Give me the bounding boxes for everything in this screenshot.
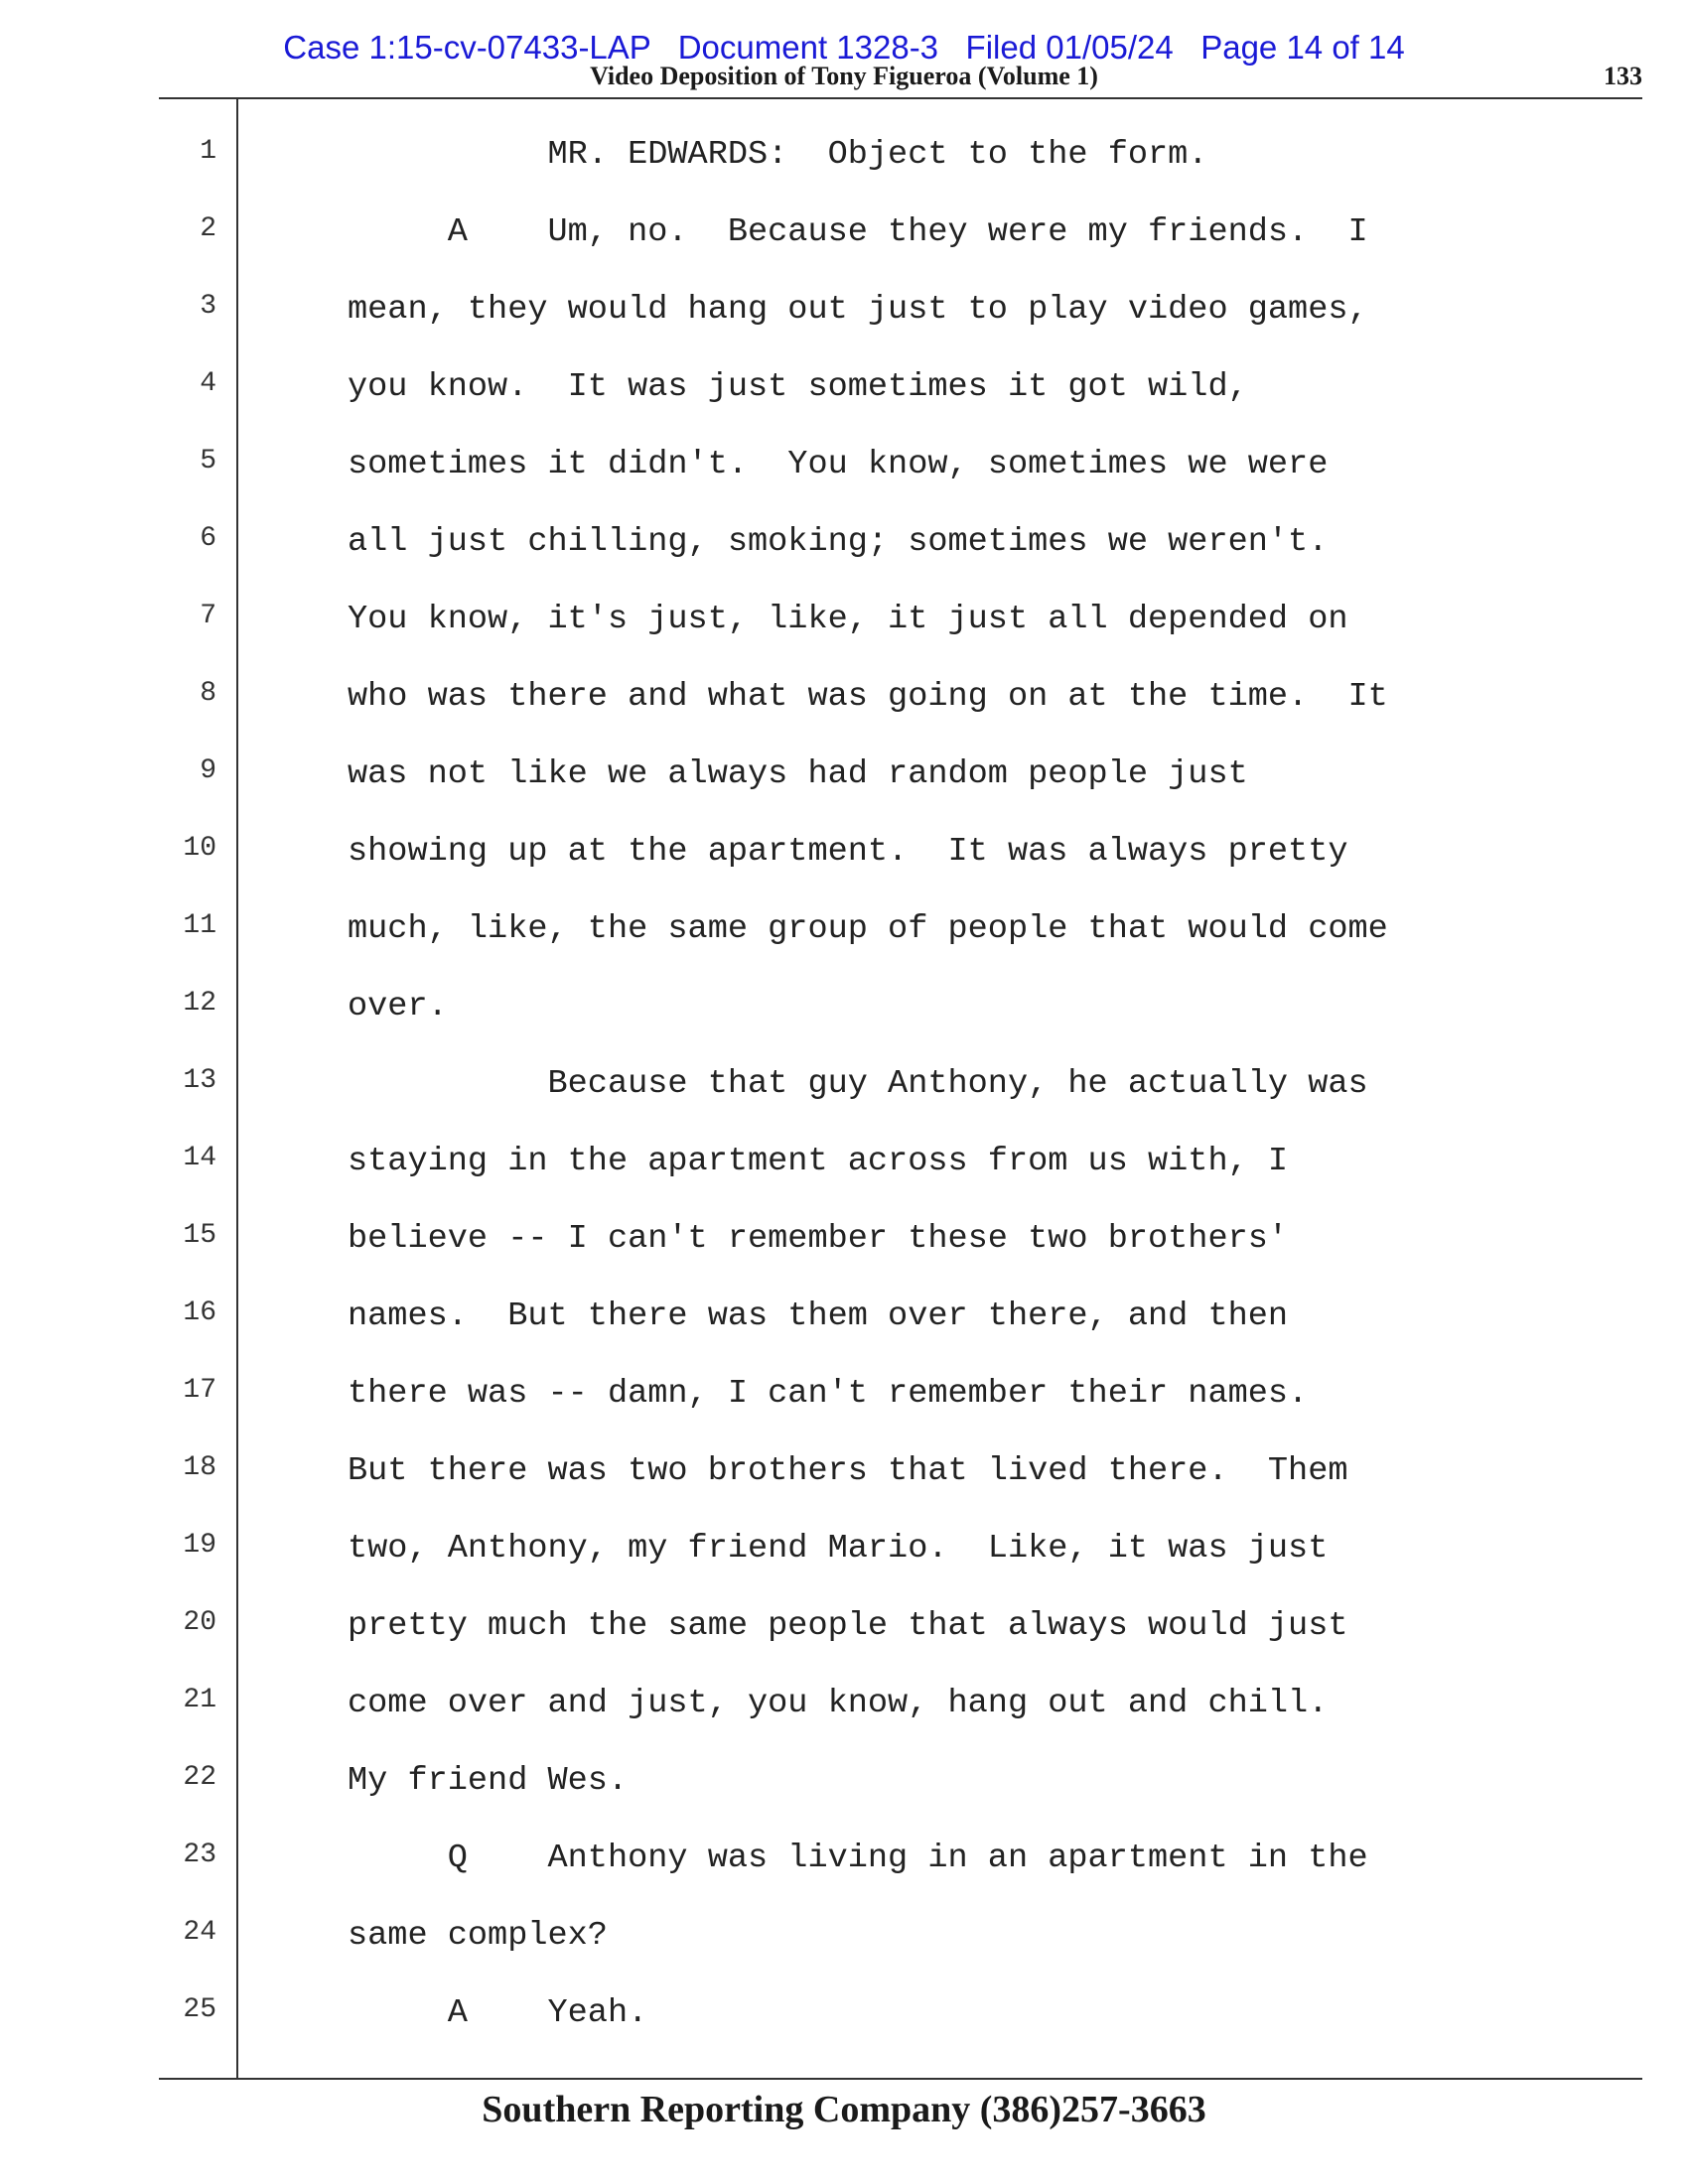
line-number: 7 (200, 601, 216, 631)
transcript-line (0, 1524, 1688, 1601)
line-text: MR. EDWARDS: Object to the form. (348, 136, 1208, 174)
line-text: A Yeah. (348, 1994, 648, 2032)
line-text: But there was two brothers that lived there. Them (348, 1452, 1348, 1490)
transcript-line (0, 1369, 1688, 1446)
line-number: 19 (183, 1530, 216, 1561)
line-number: 12 (183, 988, 216, 1019)
transcript-line (0, 1137, 1688, 1214)
line-text: showing up at the apartment. It was always pretty (348, 833, 1348, 871)
line-text: mean, they would hang out just to play video games, (348, 291, 1368, 329)
line-number: 15 (183, 1220, 216, 1251)
transcript-line (0, 440, 1688, 517)
line-number: 16 (183, 1297, 216, 1328)
transcript-line (0, 1059, 1688, 1137)
transcript-line (0, 1446, 1688, 1524)
page-number: 133 (1604, 62, 1642, 90)
transcript-line (0, 362, 1688, 440)
case-stamp: Case 1:15-cv-07433-LAP Document 1328-3 Filed 01/05/24 Page 14 of 14 (283, 29, 1405, 66)
line-number: 13 (183, 1065, 216, 1096)
line-number: 4 (200, 368, 216, 399)
transcript-line (0, 1988, 1688, 2066)
line-text: there was -- damn, I can't remember their names. (348, 1375, 1309, 1413)
line-text: You know, it's just, like, it just all depended on (348, 601, 1348, 638)
line-text: believe -- I can't remember these two brothers' (348, 1220, 1289, 1258)
reporter-footer: Southern Reporting Company (386)257-3663 (482, 2089, 1206, 2130)
line-text: Because that guy Anthony, he actually was (348, 1065, 1368, 1103)
line-text: come over and just, you know, hang out and chill. (348, 1685, 1329, 1722)
line-number: 11 (183, 910, 216, 941)
line-number: 21 (183, 1685, 216, 1715)
transcript-line (0, 750, 1688, 827)
line-number: 8 (200, 678, 216, 709)
line-text: two, Anthony, my friend Mario. Like, it was just (348, 1530, 1329, 1568)
bottom-rule (159, 2078, 1642, 2080)
transcript-line (0, 285, 1688, 362)
line-number: 2 (200, 213, 216, 244)
line-number: 6 (200, 523, 216, 554)
line-text: who was there and what was going on at the time. It (348, 678, 1388, 716)
line-number: 17 (183, 1375, 216, 1406)
transcript-line (0, 595, 1688, 672)
transcript-line (0, 1834, 1688, 1911)
line-number: 24 (183, 1917, 216, 1948)
transcript-line (0, 1756, 1688, 1834)
line-text: pretty much the same people that always would just (348, 1607, 1348, 1645)
line-number: 20 (183, 1607, 216, 1638)
line-number: 25 (183, 1994, 216, 2025)
transcript-line (0, 1911, 1688, 1988)
line-text: much, like, the same group of people that would come (348, 910, 1388, 948)
line-text: was not like we always had random people just (348, 755, 1248, 793)
line-number: 23 (183, 1840, 216, 1870)
line-number: 22 (183, 1762, 216, 1793)
transcript-line (0, 1679, 1688, 1756)
line-text: staying in the apartment across from us with, I (348, 1143, 1289, 1180)
line-text: names. But there was them over there, and then (348, 1297, 1289, 1335)
line-number: 5 (200, 446, 216, 477)
line-number: 14 (183, 1143, 216, 1173)
line-text: A Um, no. Because they were my friends. I (348, 213, 1368, 251)
transcript-body (0, 130, 1688, 2066)
transcript-line (0, 904, 1688, 982)
line-number: 18 (183, 1452, 216, 1483)
line-number: 10 (183, 833, 216, 864)
line-number: 9 (200, 755, 216, 786)
line-number: 1 (200, 136, 216, 167)
transcript-line (0, 1214, 1688, 1292)
line-text: sometimes it didn't. You know, sometimes we were (348, 446, 1329, 483)
transcript-line (0, 207, 1688, 285)
top-rule (159, 97, 1642, 99)
line-number: 3 (200, 291, 216, 322)
transcript-line (0, 827, 1688, 904)
transcript-line (0, 672, 1688, 750)
line-text: Q Anthony was living in an apartment in the (348, 1840, 1368, 1877)
transcript-line (0, 982, 1688, 1059)
line-text: all just chilling, smoking; sometimes we weren't. (348, 523, 1329, 561)
line-text: My friend Wes. (348, 1762, 629, 1800)
line-text: you know. It was just sometimes it got wild, (348, 368, 1248, 406)
transcript-line (0, 517, 1688, 595)
document-title: Video Deposition of Tony Figueroa (Volume 1) (590, 62, 1098, 90)
transcript-line (0, 1292, 1688, 1369)
transcript-line (0, 1601, 1688, 1679)
transcript-line (0, 130, 1688, 207)
line-text: over. (348, 988, 448, 1025)
line-text: same complex? (348, 1917, 608, 1955)
